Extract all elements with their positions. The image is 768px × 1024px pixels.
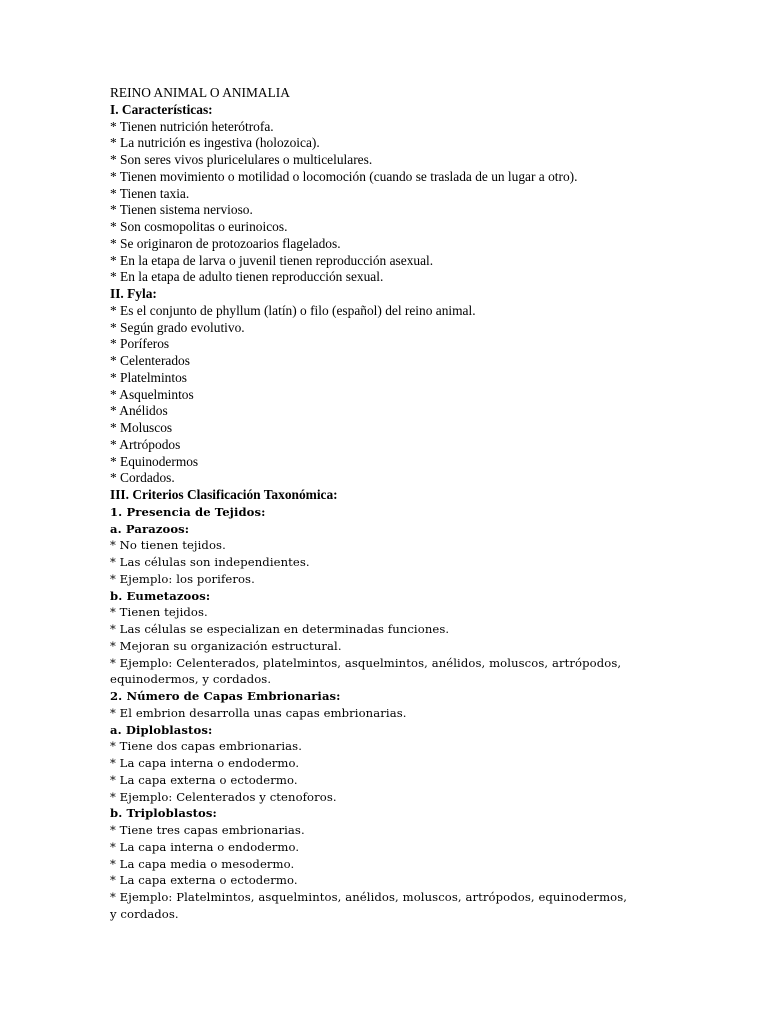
text-line: * Poríferos (110, 336, 170, 352)
text-line: * Son cosmopolitas o eurinoicos. (110, 219, 288, 234)
section-heading: 2. Número de Capas Embrionarias: (110, 689, 341, 703)
text-line: * Tienen taxia. (110, 185, 190, 201)
text-line: * La capa externa o ectodermo. (110, 772, 298, 787)
text-line: * Tienen sistema nervioso. (110, 202, 253, 218)
text-line: * La capa media o mesodermo. (110, 856, 295, 871)
text-line: * Es el conjunto de phyllum (latín) o filo (español) del reino animal. (110, 302, 476, 318)
text-line: * Ejemplo: Celenterados y ctenoforos. (110, 789, 337, 804)
text-line: * Tienen nutrición heterótrofa. (110, 118, 274, 134)
text-line: * En la etapa de adulto tienen reproducción sexual. (110, 269, 384, 285)
section-heading: b. Eumetazoos: (110, 588, 211, 603)
text-line: * Según grado evolutivo. (110, 319, 245, 335)
text-line: * Platelmintos (110, 369, 187, 385)
section-heading: I. Características: (110, 101, 213, 117)
text-line: * Ejemplo: Celenterados, platelmintos, asquelmintos, anélidos, moluscos, artrópodos, (110, 655, 622, 670)
text-line: * Las células son independientes. (110, 555, 310, 569)
text-line: * La nutrición es ingestiva (holozoica). (110, 135, 320, 151)
text-line: * Equinodermos (110, 453, 199, 469)
document-body (110, 85, 670, 923)
section-heading: II. Fyla: (110, 286, 157, 301)
text-line: * Asquelmintos (110, 386, 194, 402)
text-line: * Son seres vivos pluricelulares o multicelulares. (110, 152, 373, 167)
text-line: * Se originaron de protozoarios flagelados. (110, 235, 341, 251)
text-line: * Artrópodos (110, 436, 181, 452)
text-line: * No tienen tejidos. (110, 538, 226, 553)
text-line: * La capa externa o ectodermo. (110, 873, 298, 888)
text-line: * Tiene tres capas embrionarias. (110, 823, 305, 837)
text-line: equinodermos, y cordados. (110, 672, 272, 687)
section-heading: a. Parazoos: (110, 521, 190, 536)
section-heading: 1. Presencia de Tejidos: (110, 504, 266, 519)
text-line: * Mejoran su organización estructural. (110, 638, 342, 653)
text-line: * Ejemplo: Platelmintos, asquelmintos, anélidos, moluscos, artrópodos, equinodermos, (110, 890, 628, 904)
text-line: * La capa interna o endodermo. (110, 839, 300, 854)
section-heading: b. Triploblastos: (110, 806, 217, 821)
text-line: * Tiene dos capas embrionarias. (110, 739, 302, 754)
text-line: * El embrion desarrolla unas capas embrionarias. (110, 705, 407, 720)
text-line: * Tienen tejidos. (110, 605, 208, 620)
text-line: y cordados. (110, 906, 179, 921)
text-line: * Anélidos (110, 403, 168, 419)
text-line: * Ejemplo: los poriferos. (110, 571, 255, 586)
section-heading: a. Diploblastos: (110, 722, 213, 737)
text-line: * En la etapa de larva o juvenil tienen reproducción asexual. (110, 252, 434, 268)
text-line: REINO ANIMAL O ANIMALIA (110, 85, 290, 100)
text-line: * Moluscos (110, 420, 173, 435)
text-line: * Las células se especializan en determinadas funciones. (110, 622, 450, 636)
text-line: * Cordados. (110, 470, 175, 486)
text-line: * La capa interna o endodermo. (110, 756, 300, 770)
text-line: * Celenterados (110, 353, 190, 368)
section-heading: III. Criterios Clasificación Taxonómica: (110, 487, 338, 502)
text-line: * Tienen movimiento o motilidad o locomoción (cuando se traslada de un lugar a otro). (110, 168, 578, 184)
